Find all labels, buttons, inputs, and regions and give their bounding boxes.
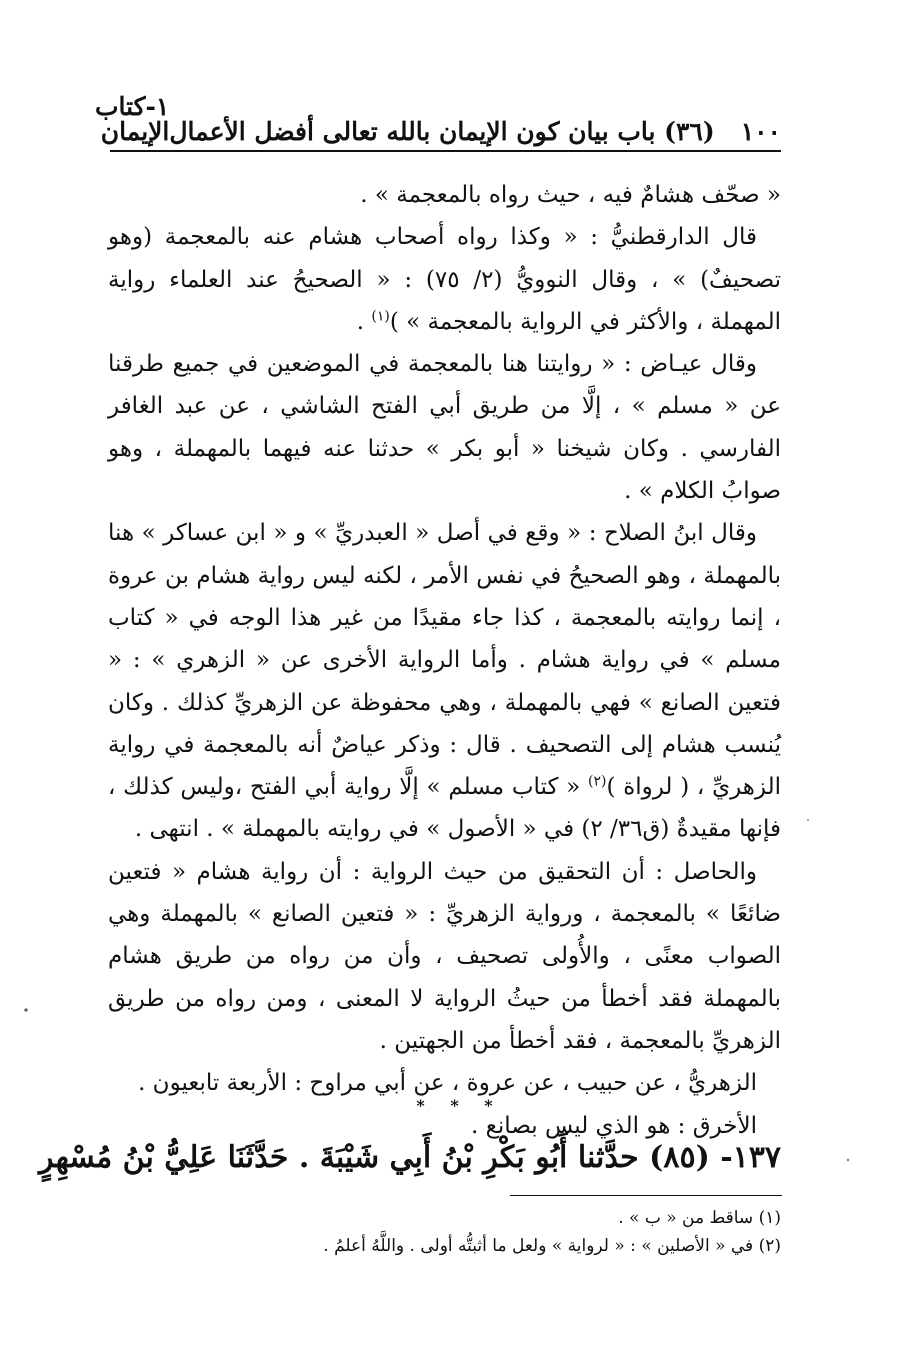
hadith-text: حدَّثنا أَبُو بَكْرِ بْنُ أَبِي شَيْبَةَ . حَدَّثَنَا عَلِيُّ بْنُ مُسْهِرٍ <box>39 1140 639 1175</box>
paragraph <box>108 851 781 1062</box>
book-title: ١-كتاب الإيمان <box>94 92 170 146</box>
main-text <box>108 174 781 1147</box>
footnote: (٢) في « الأصلين » : « لرواية » ولعل ما أثبتُّه أولى . واللَّهُ أعلمُ . <box>323 1236 781 1256</box>
running-header-right <box>169 119 781 144</box>
page-number: ١٠٠ <box>740 117 781 146</box>
footnote: (١) ساقط من « ب » . <box>618 1208 781 1228</box>
paragraph-text: . <box>356 308 372 335</box>
paragraph-text: « صحّف هشامٌ فيه ، حيث رواه بالمعجمة » . <box>360 182 781 208</box>
paragraph-text: وقال ابنُ الصلاح : « وقع في أصل « العبدريِّ » و « ابن عساكر » هنا بالمهملة ، وهو الصحيحُ في نفس الأمر ، لكنه ليس رواية هشام بن عروة ، إنما روايته بالمعجمة ، كذا جاء مقيدًا من غير هذا الوجه في « كتاب مسلم » في رواية هشام . وأما الرواية الأخرى عن « الزهري » : « فتعين الصانع » فهي بالمهملة ، وهي محفوظة عن الزهريِّ كذلك . وكان يُنسب هشام إلى التصحيف . قال : وذكر عياضٌ أنه بالمعجمة في رواية الزهريِّ ، ( لرواة ) <box>108 520 782 801</box>
paragraph-text: قال الدارقطنيُّ : « وكذا رواه أصحاب هشام عنه بالمعجمة (وهو تصحيفٌ) » ، وقال النوويُّ (٢/ ٧٥) : « الصحيحُ عند العلماء رواية المهملة ، والأكثر في الرواية بالمعجمة » ) <box>108 224 781 335</box>
paragraph-text: الزهريُّ ، عن حبيب ، عن عروة ، عن أبي مراوح : الأربعة تابعيون . <box>138 1070 757 1097</box>
section-separator: * * * <box>416 1096 503 1115</box>
paragraph-text: « كتاب مسلم » إلَّا رواية أبي الفتح ،وليس كذلك ، فإنها مقيدةٌ (ق٣٦/ ٢) في « الأصول » في روايته بالمهملة » . انتهى . <box>108 774 781 843</box>
paragraph <box>108 512 781 850</box>
paragraph <box>108 174 781 216</box>
hadith-number: ١٣٧- (٨٥) <box>649 1140 781 1175</box>
footnote-divider <box>510 1195 782 1196</box>
footnote-ref[interactable]: (١) <box>371 308 390 325</box>
footnotes <box>300 1204 781 1260</box>
paragraph <box>108 343 781 512</box>
running-header <box>94 92 781 152</box>
hadith-heading <box>39 1128 781 1188</box>
paragraph-text: والحاصل : أن التحقيق من حيث الرواية : أن رواية هشام « فتعين ضائعًا » بالمعجمة ، ورواية الزهريِّ : « فتعين الصانع » بالمهملة وهي الصواب معنًى ، والأُولى تصحيف ، وأن من رواه من طريق هشام بالمهملة فقد أخطأ من حيثُ الرواية لا المعنى ، ومن رواه من طريق الزهريِّ بالمعجمة ، فقد أخطأ من الجهتين . <box>108 858 781 1054</box>
footnote-ref[interactable]: (٢) <box>588 773 607 790</box>
paragraph-text: الأخرق : هو الذي ليس بصانع . <box>471 1112 757 1139</box>
paragraph <box>108 216 781 343</box>
chapter-title: (٣٦) باب بيان كون الإيمان بالله تعالى أفضل الأعمال <box>169 117 715 146</box>
paragraph-text: وقال عيـاض : « روايتنا هنا بالمعجمة في الموضعين في جميع طرقنا عن « مسلم » ، إلَّا من طريق أبي الفتح الشاشي ، عن عبد الغافر الفارسي . وكان شيخنا « أبو بكر » حدثنا عنه فيهما بالمهملة ، وهو صوابُ الكلام » . <box>108 351 781 505</box>
